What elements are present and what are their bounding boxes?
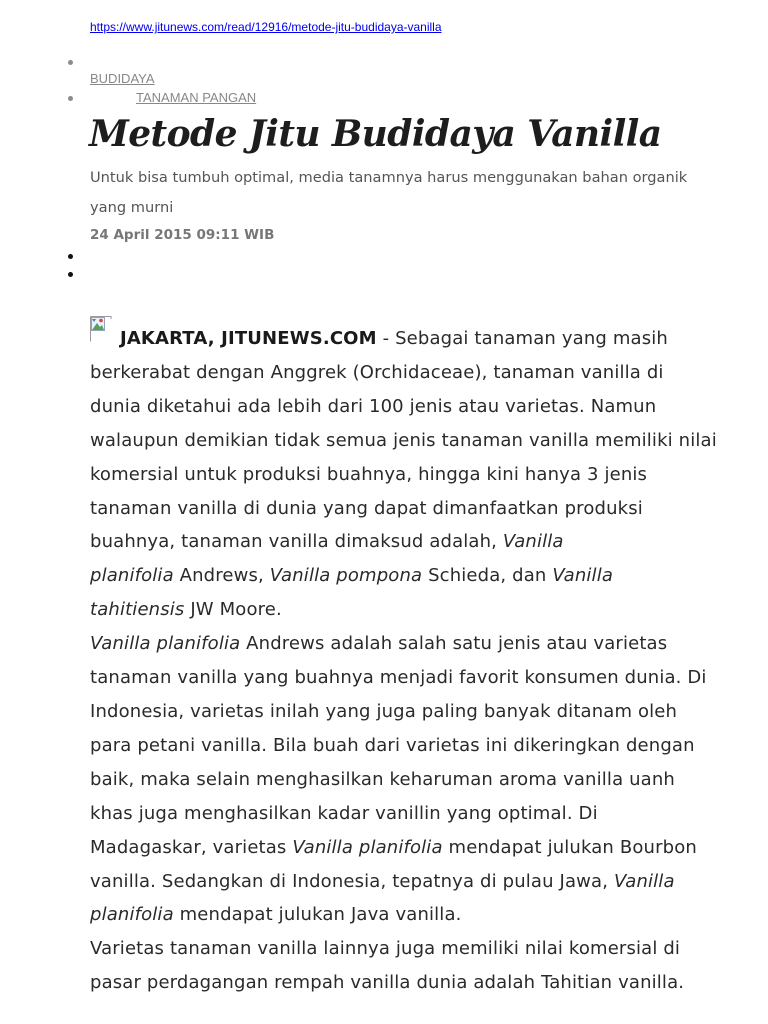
- list-bullet: [68, 254, 73, 259]
- article-line: [90, 898, 750, 932]
- article-line: khas juga menghasilkan kadar vanillin yang optimal. Di: [90, 802, 598, 824]
- subtitle-line: yang murni: [90, 199, 174, 216]
- breadcrumb-subcategory-link[interactable]: TANAMAN PANGAN: [136, 90, 257, 105]
- article-line: walaupun demikian tidak semua jenis tanaman vanilla memiliki nilai: [90, 429, 717, 451]
- species-name: tahitiensis: [90, 599, 185, 621]
- text-run: mendapat julukan Bourbon: [442, 836, 697, 858]
- text-run: JW Moore.: [184, 599, 282, 621]
- article-title: Metode Jitu Budidaya Vanilla: [89, 113, 662, 155]
- article-line: [90, 559, 750, 593]
- article-line: [90, 627, 750, 661]
- subtitle-line: Untuk bisa tumbuh optimal, media tanamnya harus menggunakan bahan organik: [90, 169, 688, 186]
- list-bullet: [68, 272, 73, 277]
- source-url-link[interactable]: https://www.jitunews.com/read/12916/metode-jitu-budidaya-vanilla: [90, 20, 442, 34]
- species-name: Vanilla planifolia: [292, 836, 443, 858]
- text-run: mendapat julukan Java vanilla.: [173, 904, 462, 926]
- article-line: [90, 593, 750, 627]
- article-line: tanaman vanilla yang buahnya menjadi favorit konsumen dunia. Di: [90, 667, 707, 689]
- species-name: Vanilla: [552, 565, 614, 587]
- article-line: berkerabat dengan Anggrek (Orchidaceae), tanaman vanilla di: [90, 361, 664, 383]
- breadcrumb-category-link[interactable]: BUDIDAYA: [90, 71, 155, 86]
- article-date: 24 April 2015 09:11 WIB: [90, 227, 275, 243]
- article-body: [90, 322, 750, 1000]
- text-run: buahnya, tanaman vanilla dimaksud adalah,: [90, 531, 503, 553]
- species-name: Vanilla pompona: [269, 565, 423, 587]
- species-name: planifolia: [90, 565, 174, 587]
- list-bullet: [68, 60, 73, 65]
- article-line: dunia diketahui ada lebih dari 100 jenis atau varietas. Namun: [90, 395, 657, 417]
- article-line: tanaman vanilla di dunia yang dapat dimanfaatkan produksi: [90, 497, 643, 519]
- article-line: komersial untuk produksi buahnya, hingga kini hanya 3 jenis: [90, 463, 648, 485]
- text-run: Madagaskar, varietas: [90, 836, 293, 858]
- text-run: Andrews adalah salah satu jenis atau varietas: [240, 633, 668, 655]
- species-name: Vanilla planifolia: [90, 633, 241, 655]
- article-line: Indonesia, varietas inilah yang juga paling banyak ditanam oleh: [90, 700, 678, 722]
- article-line: baik, maka selain menghasilkan keharuman aroma vanilla uanh: [90, 768, 675, 790]
- article-subtitle: [90, 163, 730, 223]
- list-bullet: [68, 96, 73, 101]
- species-name: planifolia: [90, 904, 174, 926]
- article-line: [90, 865, 750, 899]
- broken-image-icon: [90, 316, 112, 342]
- article-line: Varietas tanaman vanilla lainnya juga memiliki nilai komersial di: [90, 938, 681, 960]
- article-line: para petani vanilla. Bila buah dari varietas ini dikeringkan dengan: [90, 734, 695, 756]
- text-run: vanilla. Sedangkan di Indonesia, tepatnya di pulau Jawa,: [90, 870, 614, 892]
- text-run: Andrews,: [173, 565, 270, 587]
- article-line: pasar perdagangan rempah vanilla dunia adalah Tahitian vanilla.: [90, 972, 685, 994]
- species-name: Vanilla: [502, 531, 564, 553]
- article-dateline: JAKARTA, JITUNEWS.COM: [120, 328, 377, 349]
- text-run: Schieda, dan: [422, 565, 553, 587]
- article-line: [90, 322, 750, 356]
- text-run: - Sebagai tanaman yang masih: [376, 328, 668, 349]
- article-line: [90, 831, 750, 865]
- species-name: Vanilla: [613, 870, 675, 892]
- article-line: [90, 525, 750, 559]
